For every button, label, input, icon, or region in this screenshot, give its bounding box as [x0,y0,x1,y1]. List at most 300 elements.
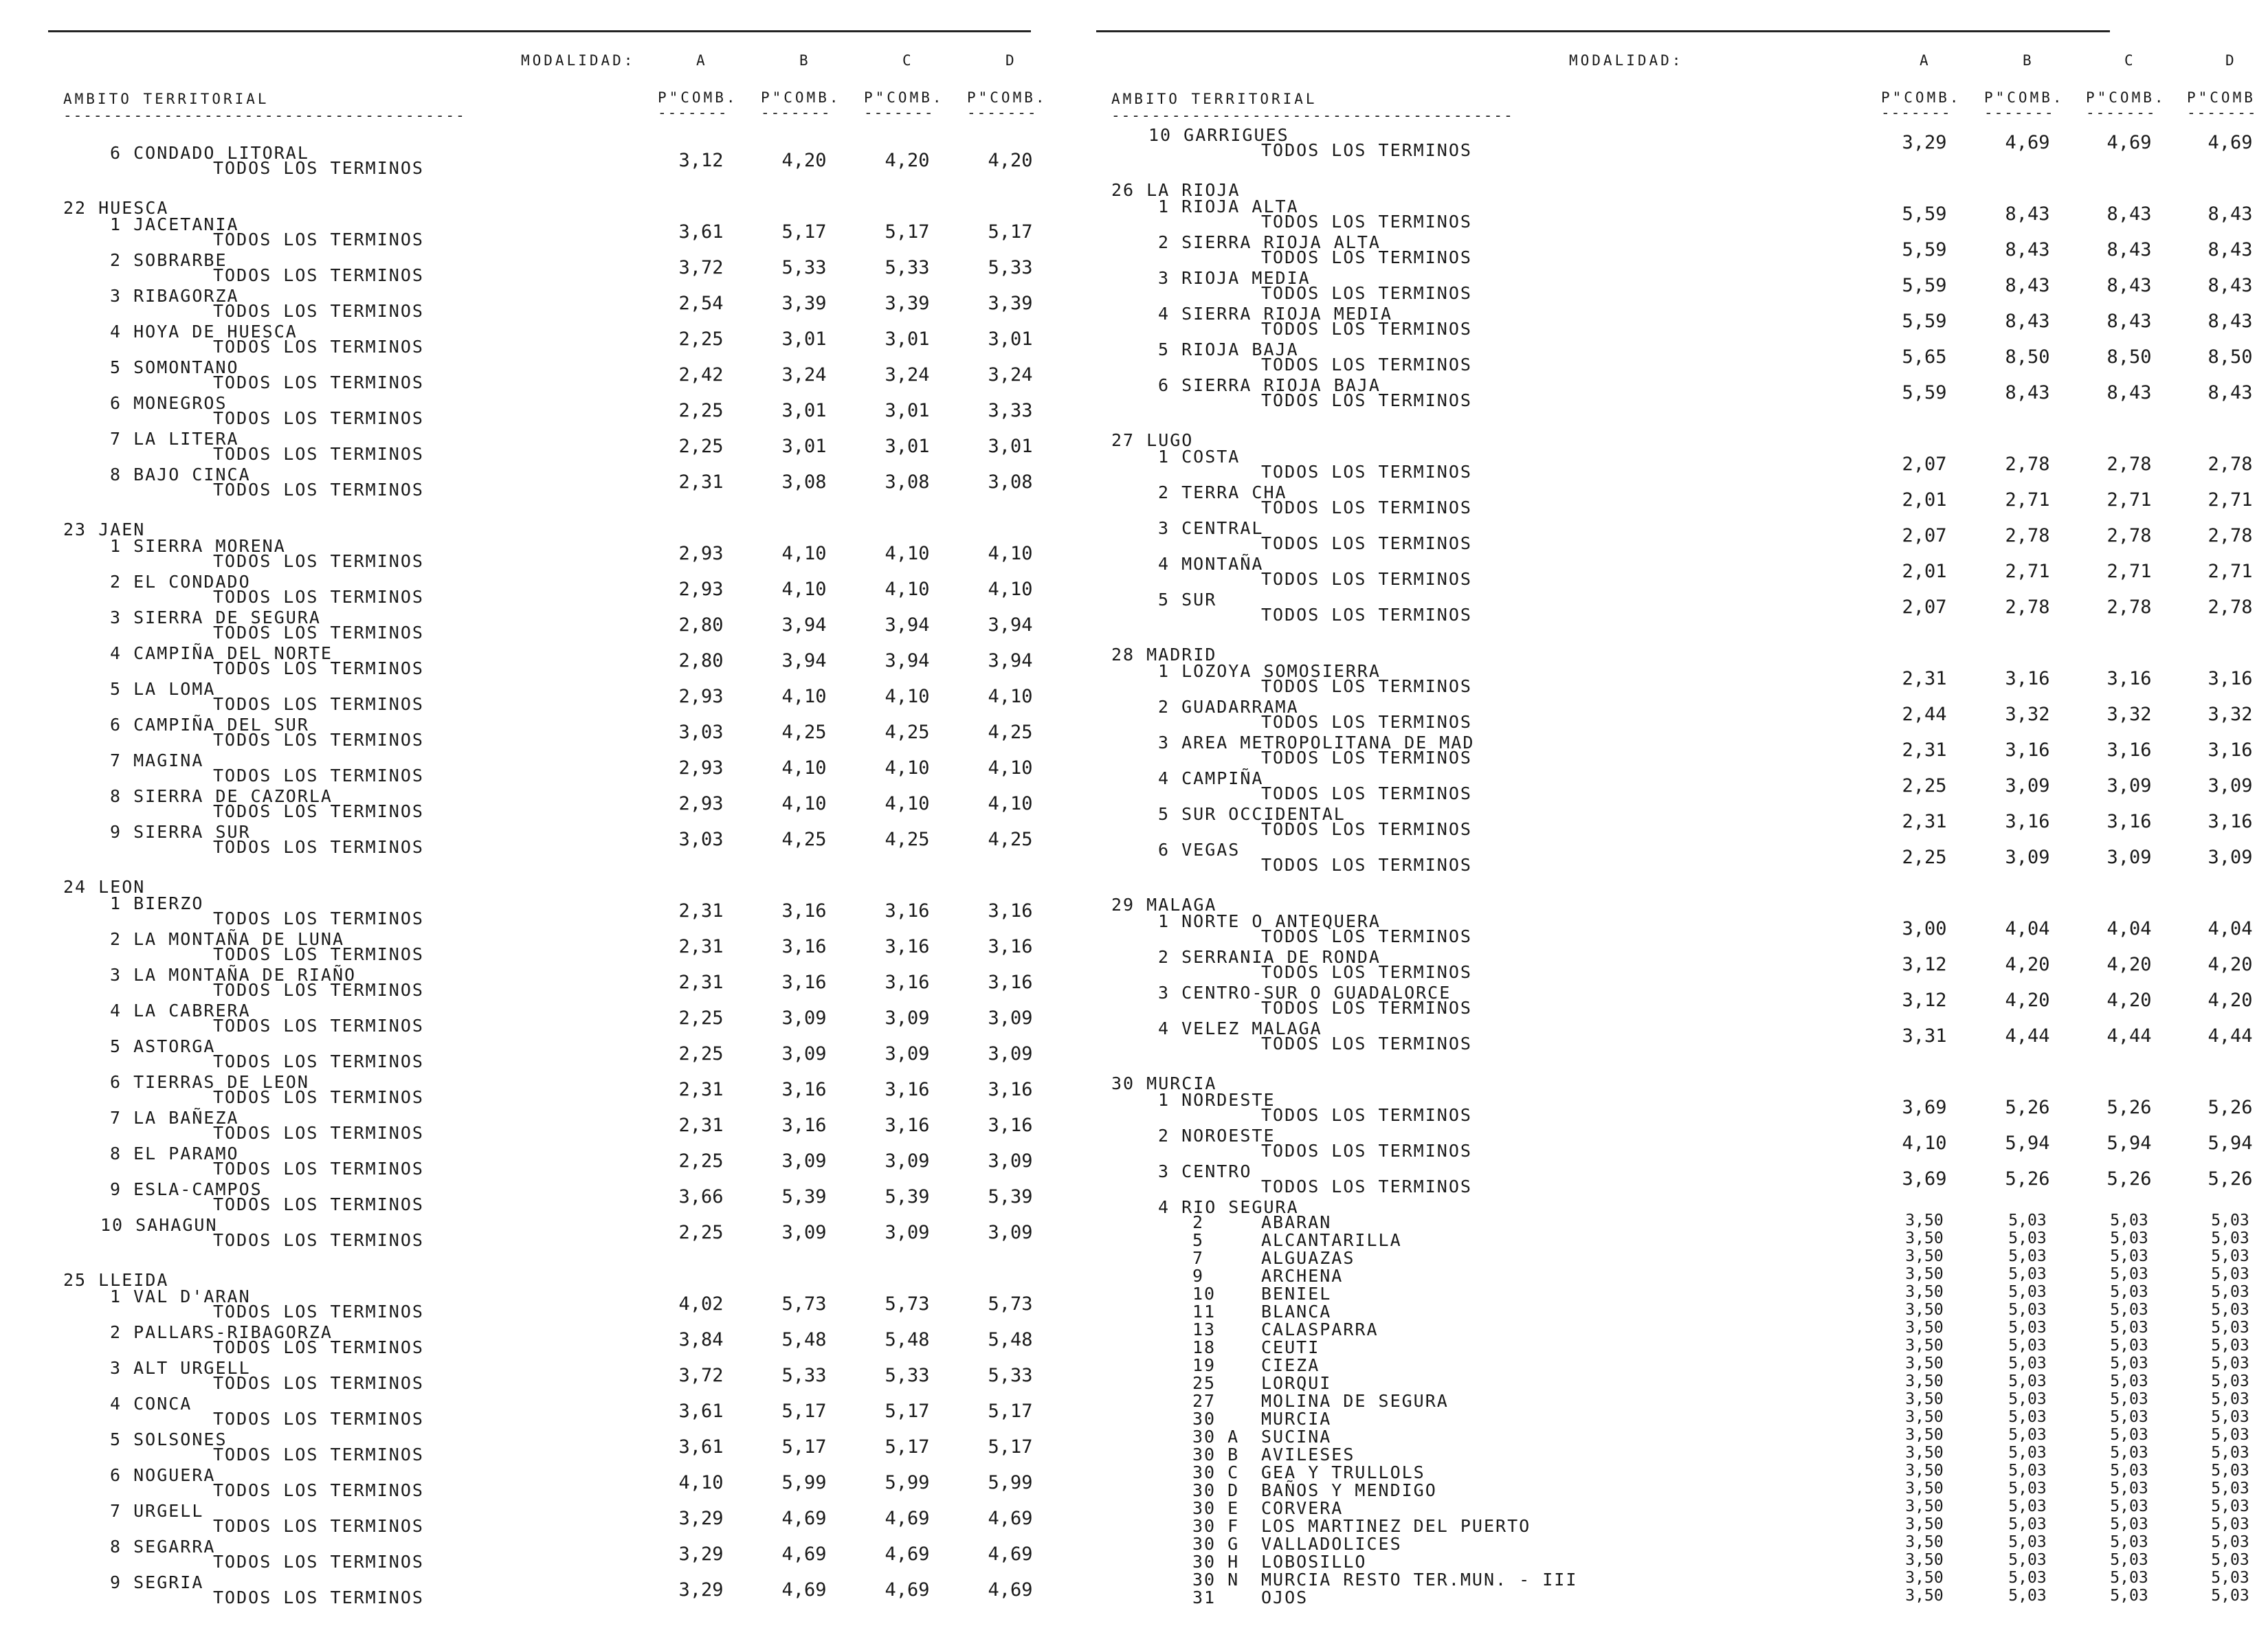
value-d: 5,03 [2211,1390,2249,1408]
value-d: 5,48 [988,1329,1033,1350]
comarca-name: 2 LA MONTAÑA DE LUNA [110,929,345,949]
terms-label: TODOS LOS TERMINOS [1261,855,1472,875]
value-c: 4,44 [2106,1025,2152,1047]
municipio-code: 18 [1192,1337,1216,1357]
terms-label: TODOS LOS TERMINOS [1261,212,1472,232]
terms-label: TODOS LOS TERMINOS [213,230,424,249]
province-heading: 27 LUGO [1111,430,1194,450]
terms-label: TODOS LOS TERMINOS [213,658,424,678]
value-b: 4,69 [2005,132,2050,153]
value-d: 3,16 [2208,739,2253,761]
comarca-name: 6 TIERRAS DE LEON [110,1072,309,1092]
value-c: 8,43 [2106,311,2152,332]
value-b: 5,03 [2008,1426,2047,1444]
value-d: 4,69 [988,1508,1033,1529]
col-underline: ------- [658,104,729,121]
value-a: 4,02 [678,1293,724,1315]
municipio-name: ALGUAZAS [1261,1248,1355,1268]
value-b: 5,03 [2008,1408,2047,1426]
value-c: 5,03 [2110,1551,2148,1569]
terms-label: TODOS LOS TERMINOS [213,408,424,428]
value-b: 3,94 [781,650,827,671]
terms-label: TODOS LOS TERMINOS [213,1016,424,1036]
value-b: 5,03 [2008,1444,2047,1462]
comarca-name: 1 JACETANIA [110,214,239,234]
value-b: 5,03 [2008,1301,2047,1319]
value-c: 8,43 [2106,239,2152,260]
value-d: 8,43 [2208,203,2253,225]
municipio-code: 30 N [1192,1570,1240,1590]
value-c: 5,03 [2110,1229,2148,1247]
value-d: 3,01 [988,436,1033,457]
value-c: 5,26 [2106,1097,2152,1118]
municipio-name: CIEZA [1261,1355,1320,1375]
comarca-name: 5 RIOJA BAJA [1158,339,1299,359]
terms-label: TODOS LOS TERMINOS [213,1087,424,1107]
value-b: 3,09 [781,1150,827,1172]
province-heading: 25 LLEIDA [63,1270,169,1290]
comarca-name: 8 EL PARAMO [110,1144,239,1163]
value-a: 3,50 [1905,1319,1944,1337]
value-d: 5,03 [2211,1462,2249,1480]
municipio-code: 13 [1192,1319,1216,1339]
value-a: 3,50 [1905,1587,1944,1605]
value-a: 2,80 [678,614,724,636]
modalidad-D: D [2225,52,2237,69]
municipio-name: CORVERA [1261,1498,1344,1518]
value-d: 4,04 [2208,918,2253,939]
value-c: 2,78 [2106,525,2152,546]
value-c: 3,16 [885,972,930,993]
comarca-name: 3 CENTRO-SUR O GUADALORCE [1158,983,1452,1003]
modalidad-B: B [799,52,811,69]
value-c: 5,03 [2110,1497,2148,1515]
value-c: 4,69 [885,1544,930,1565]
value-a: 2,31 [1902,739,1947,761]
value-b: 2,71 [2005,489,2050,511]
terms-label: TODOS LOS TERMINOS [213,944,424,964]
value-b: 4,20 [781,150,827,171]
comarca-name: 2 TERRA CHA [1158,482,1287,502]
municipio-code: 30 C [1192,1462,1240,1482]
value-d: 8,50 [2208,346,2253,368]
value-c: 5,03 [2110,1480,2148,1497]
value-a: 2,93 [678,757,724,779]
value-c: 3,16 [2106,668,2152,689]
terms-label: TODOS LOS TERMINOS [213,766,424,786]
value-a: 3,72 [678,1365,724,1386]
value-b: 5,17 [781,1436,827,1458]
value-a: 3,61 [678,1401,724,1422]
value-d: 8,43 [2208,382,2253,403]
value-a: 2,25 [1902,847,1947,868]
value-d: 4,25 [988,722,1033,743]
value-d: 5,03 [2211,1212,2249,1229]
value-c: 5,03 [2110,1515,2148,1533]
ambito-label: AMBITO TERRITORIAL [63,91,269,107]
value-b: 5,03 [2008,1283,2047,1301]
terms-label: TODOS LOS TERMINOS [213,1302,424,1322]
col-underline: ------- [864,104,935,121]
terms-label: TODOS LOS TERMINOS [1261,247,1472,267]
value-d: 3,24 [988,364,1033,386]
value-d: 5,03 [2211,1247,2249,1265]
municipio-code: 30 B [1192,1445,1240,1465]
terms-label: TODOS LOS TERMINOS [1261,712,1472,732]
value-d: 2,78 [2208,597,2253,618]
modalidad-A: A [696,52,708,69]
comarca-name: 4 VELEZ MALAGA [1158,1018,1322,1038]
value-a: 3,50 [1905,1533,1944,1551]
value-d: 3,08 [988,471,1033,493]
col-underline: ------- [761,104,832,121]
value-d: 3,16 [988,1079,1033,1100]
value-a: 2,25 [1902,775,1947,797]
value-b: 4,10 [781,686,827,707]
municipio-code: 19 [1192,1355,1216,1375]
terms-label: TODOS LOS TERMINOS [1261,462,1472,482]
top-rule [48,30,1031,32]
municipio-code: 27 [1192,1391,1216,1411]
value-c: 4,69 [885,1579,930,1601]
value-a: 3,12 [1902,954,1947,975]
value-c: 4,04 [2106,918,2152,939]
value-c: 3,09 [885,1150,930,1172]
value-a: 2,25 [678,1007,724,1029]
value-b: 5,03 [2008,1462,2047,1480]
comarca-name: 2 SIERRA RIOJA ALTA [1158,232,1381,252]
value-a: 3,50 [1905,1515,1944,1533]
comarca-name: 2 NOROESTE [1158,1126,1276,1146]
municipio-name: OJOS [1261,1588,1309,1607]
value-a: 3,50 [1905,1283,1944,1301]
value-c: 5,03 [2110,1247,2148,1265]
value-c: 3,24 [885,364,930,386]
terms-label: TODOS LOS TERMINOS [213,730,424,750]
value-d: 4,20 [988,150,1033,171]
value-a: 3,50 [1905,1569,1944,1587]
value-a: 3,61 [678,1436,724,1458]
value-a: 2,01 [1902,561,1947,582]
comarca-name: 2 GUADARRAMA [1158,697,1299,717]
comarca-name: 1 LOZOYA SOMOSIERRA [1158,661,1381,681]
terms-label: TODOS LOS TERMINOS [213,1480,424,1500]
value-c: 5,03 [2110,1337,2148,1355]
value-d: 5,99 [988,1472,1033,1493]
value-c: 5,03 [2110,1408,2148,1426]
value-d: 3,94 [988,650,1033,671]
comarca-name: 3 ALT URGELL [110,1358,251,1378]
comarca-name: 5 SUR OCCIDENTAL [1158,804,1346,824]
col-underline: ------- [1881,104,1952,121]
col-underline: ------- [967,104,1038,121]
value-c: 5,03 [2110,1587,2148,1605]
terms-label: TODOS LOS TERMINOS [213,444,424,464]
value-a: 2,31 [1902,811,1947,832]
value-d: 3,16 [2208,668,2253,689]
terms-label: TODOS LOS TERMINOS [213,551,424,571]
value-d: 5,17 [988,1401,1033,1422]
province-heading: 24 LEON [63,877,146,897]
value-d: 5,03 [2211,1229,2249,1247]
value-d: 4,69 [988,1544,1033,1565]
ambito-underline: ---------------------------------------- [63,107,466,124]
value-a: 2,31 [1902,668,1947,689]
value-b: 5,03 [2008,1372,2047,1390]
value-c: 3,16 [885,1115,930,1136]
terms-label: TODOS LOS TERMINOS [213,801,424,821]
value-b: 3,16 [781,900,827,922]
value-c: 5,03 [2110,1283,2148,1301]
value-a: 3,29 [1902,132,1947,153]
comarca-name: 1 NORDESTE [1158,1090,1276,1110]
municipio-code: 30 F [1192,1516,1240,1536]
value-a: 5,59 [1902,275,1947,296]
value-d: 5,03 [2211,1372,2249,1390]
value-a: 3,72 [678,257,724,278]
municipio-code: 7 [1192,1248,1205,1268]
municipio-name: LORQUI [1261,1373,1332,1393]
value-b: 8,43 [2005,275,2050,296]
col-underline: ------- [2086,104,2157,121]
value-d: 8,43 [2208,275,2253,296]
terms-label: TODOS LOS TERMINOS [213,480,424,500]
comarca-name: 6 VEGAS [1158,840,1241,860]
terms-label: TODOS LOS TERMINOS [213,837,424,857]
value-b: 5,03 [2008,1480,2047,1497]
value-c: 8,43 [2106,275,2152,296]
terms-label: TODOS LOS TERMINOS [213,1373,424,1393]
comarca-name: 1 COSTA [1158,447,1241,467]
municipio-name: CALASPARRA [1261,1319,1379,1339]
municipio-code: 10 [1192,1284,1216,1304]
value-c: 5,99 [885,1472,930,1493]
municipio-name: VALLADOLICES [1261,1534,1402,1554]
value-c: 2,78 [2106,454,2152,475]
value-b: 5,33 [781,257,827,278]
value-a: 2,80 [678,650,724,671]
modalidad-A: A [1920,52,1931,69]
terms-label: TODOS LOS TERMINOS [1261,783,1472,803]
comarca-name: 8 BAJO CINCA [110,465,251,485]
terms-label: TODOS LOS TERMINOS [213,694,424,714]
value-a: 3,00 [1902,918,1947,939]
terms-label: TODOS LOS TERMINOS [213,1516,424,1536]
value-b: 3,39 [781,293,827,314]
value-b: 3,16 [2005,668,2050,689]
value-b: 4,25 [781,722,827,743]
col-head: P"COMB. [2086,89,2166,106]
comarca-name: 4 CONCA [110,1394,192,1414]
comarca-name: 2 SOBRARBE [110,250,227,270]
value-d: 3,09 [2208,775,2253,797]
value-a: 3,50 [1905,1408,1944,1426]
right-page [1055,0,2258,1637]
value-a: 5,65 [1902,346,1947,368]
terms-label: TODOS LOS TERMINOS [213,1337,424,1357]
municipio-name: ARCHENA [1261,1266,1344,1286]
value-b: 4,20 [2005,990,2050,1011]
value-a: 2,93 [678,793,724,814]
value-c: 3,39 [885,293,930,314]
comarca-name: 6 CAMPIÑA DEL SUR [110,715,309,735]
value-a: 2,07 [1902,597,1947,618]
comarca-name: 9 ESLA-CAMPOS [110,1179,263,1199]
municipio-name: LOBOSILLO [1261,1552,1367,1572]
value-b: 4,69 [781,1508,827,1529]
value-d: 5,03 [2211,1301,2249,1319]
value-c: 5,03 [2110,1390,2148,1408]
terms-label: TODOS LOS TERMINOS [1261,1141,1472,1161]
comarca-name: 3 CENTRO [1158,1161,1252,1181]
terms-label: TODOS LOS TERMINOS [213,1230,424,1250]
municipio-name: ALCANTARILLA [1261,1230,1402,1250]
value-a: 3,69 [1902,1097,1947,1118]
terms-label: TODOS LOS TERMINOS [213,372,424,392]
value-c: 3,16 [2106,739,2152,761]
value-c: 2,71 [2106,489,2152,511]
value-b: 4,25 [781,829,827,850]
value-c: 3,09 [885,1007,930,1029]
col-head: P"COMB. [864,89,944,106]
comarca-name: 2 EL CONDADO [110,572,251,592]
terms-label: TODOS LOS TERMINOS [1261,926,1472,946]
value-d: 4,20 [2208,990,2253,1011]
value-b: 3,08 [781,471,827,493]
terms-label: TODOS LOS TERMINOS [1261,605,1472,625]
value-d: 3,01 [988,328,1033,350]
value-a: 3,12 [678,150,724,171]
comarca-name: 4 HOYA DE HUESCA [110,322,298,342]
value-b: 4,69 [781,1544,827,1565]
comarca-name: 2 SERRANIA DE RONDA [1158,947,1381,967]
value-a: 3,29 [678,1544,724,1565]
terms-label: TODOS LOS TERMINOS [1261,569,1472,589]
value-b: 5,26 [2005,1097,2050,1118]
municipio-name: LOS MARTINEZ DEL PUERTO [1261,1516,1531,1536]
value-b: 5,03 [2008,1212,2047,1229]
value-c: 4,25 [885,722,930,743]
comarca-name: 5 SUR [1158,590,1217,610]
value-d: 5,03 [2211,1319,2249,1337]
value-d: 5,33 [988,1365,1033,1386]
value-a: 2,93 [678,543,724,564]
value-d: 5,39 [988,1186,1033,1207]
value-b: 4,10 [781,579,827,600]
municipio-code: 25 [1192,1373,1216,1393]
value-d: 4,69 [2208,132,2253,153]
value-c: 5,03 [2110,1372,2148,1390]
terms-label: TODOS LOS TERMINOS [213,1159,424,1179]
value-a: 3,29 [678,1579,724,1601]
municipio-code: 31 [1192,1588,1216,1607]
value-a: 2,31 [678,471,724,493]
province-heading: 26 LA RIOJA [1111,180,1241,200]
value-a: 3,69 [1902,1168,1947,1190]
value-a: 2,31 [678,972,724,993]
value-d: 5,03 [2211,1515,2249,1533]
terms-label: TODOS LOS TERMINOS [213,158,424,178]
comarca-name: 5 LA LOMA [110,679,216,699]
value-b: 5,03 [2008,1229,2047,1247]
value-a: 2,07 [1902,454,1947,475]
value-c: 5,03 [2110,1355,2148,1372]
col-underline: ------- [1984,104,2055,121]
comarca-name: 5 SOLSONES [110,1429,227,1449]
terms-label: TODOS LOS TERMINOS [1261,390,1472,410]
value-d: 5,03 [2211,1444,2249,1462]
value-c: 8,43 [2106,382,2152,403]
value-c: 8,50 [2106,346,2152,368]
value-d: 4,25 [988,829,1033,850]
municipio-code: 9 [1192,1266,1205,1286]
value-d: 3,32 [2208,704,2253,725]
value-b: 4,10 [781,793,827,814]
value-c: 4,20 [885,150,930,171]
value-b: 2,71 [2005,561,2050,582]
value-c: 5,03 [2110,1462,2148,1480]
ambito-label: AMBITO TERRITORIAL [1111,91,1318,107]
value-a: 2,42 [678,364,724,386]
value-b: 8,43 [2005,311,2050,332]
terms-label: TODOS LOS TERMINOS [1261,962,1472,982]
terms-label: TODOS LOS TERMINOS [213,623,424,643]
comarca-name: 3 LA MONTAÑA DE RIAÑO [110,965,357,985]
comarca-name: 7 LA BAÑEZA [110,1108,239,1128]
value-a: 3,50 [1905,1355,1944,1372]
value-b: 5,03 [2008,1265,2047,1283]
terms-label: TODOS LOS TERMINOS [213,587,424,607]
value-d: 4,10 [988,686,1033,707]
value-a: 2,25 [678,1043,724,1065]
value-b: 5,03 [2008,1337,2047,1355]
value-b: 5,03 [2008,1497,2047,1515]
value-b: 5,17 [781,221,827,243]
value-b: 5,17 [781,1401,827,1422]
value-b: 5,03 [2008,1390,2047,1408]
value-b: 3,16 [2005,739,2050,761]
value-d: 4,10 [988,793,1033,814]
comarca-name: 4 LA CABRERA [110,1001,251,1021]
value-a: 3,50 [1905,1551,1944,1569]
value-b: 5,03 [2008,1355,2047,1372]
comarca-name: 3 RIOJA MEDIA [1158,268,1311,288]
municipio-code: 30 D [1192,1480,1240,1500]
value-b: 3,16 [781,1079,827,1100]
col-head: P"COMB. [967,89,1047,106]
terms-label: TODOS LOS TERMINOS [1261,1034,1472,1054]
value-b: 4,04 [2005,918,2050,939]
value-a: 2,44 [1902,704,1947,725]
comarca-name: 10 SAHAGUN [100,1215,218,1235]
value-b: 4,69 [781,1579,827,1601]
value-d: 5,03 [2211,1587,2249,1605]
value-d: 2,78 [2208,454,2253,475]
value-c: 3,94 [885,614,930,636]
comarca-name: 5 SOMONTANO [110,357,239,377]
value-b: 5,73 [781,1293,827,1315]
terms-label: TODOS LOS TERMINOS [213,1194,424,1214]
municipio-code: 30 H [1192,1552,1240,1572]
value-a: 3,12 [1902,990,1947,1011]
value-d: 5,03 [2211,1265,2249,1283]
value-c: 5,48 [885,1329,930,1350]
comarca-name: 4 CAMPIÑA [1158,768,1264,788]
value-a: 3,50 [1905,1265,1944,1283]
value-a: 3,66 [678,1186,724,1207]
terms-label: TODOS LOS TERMINOS [1261,283,1472,303]
col-head: P"COMB. [658,89,738,106]
